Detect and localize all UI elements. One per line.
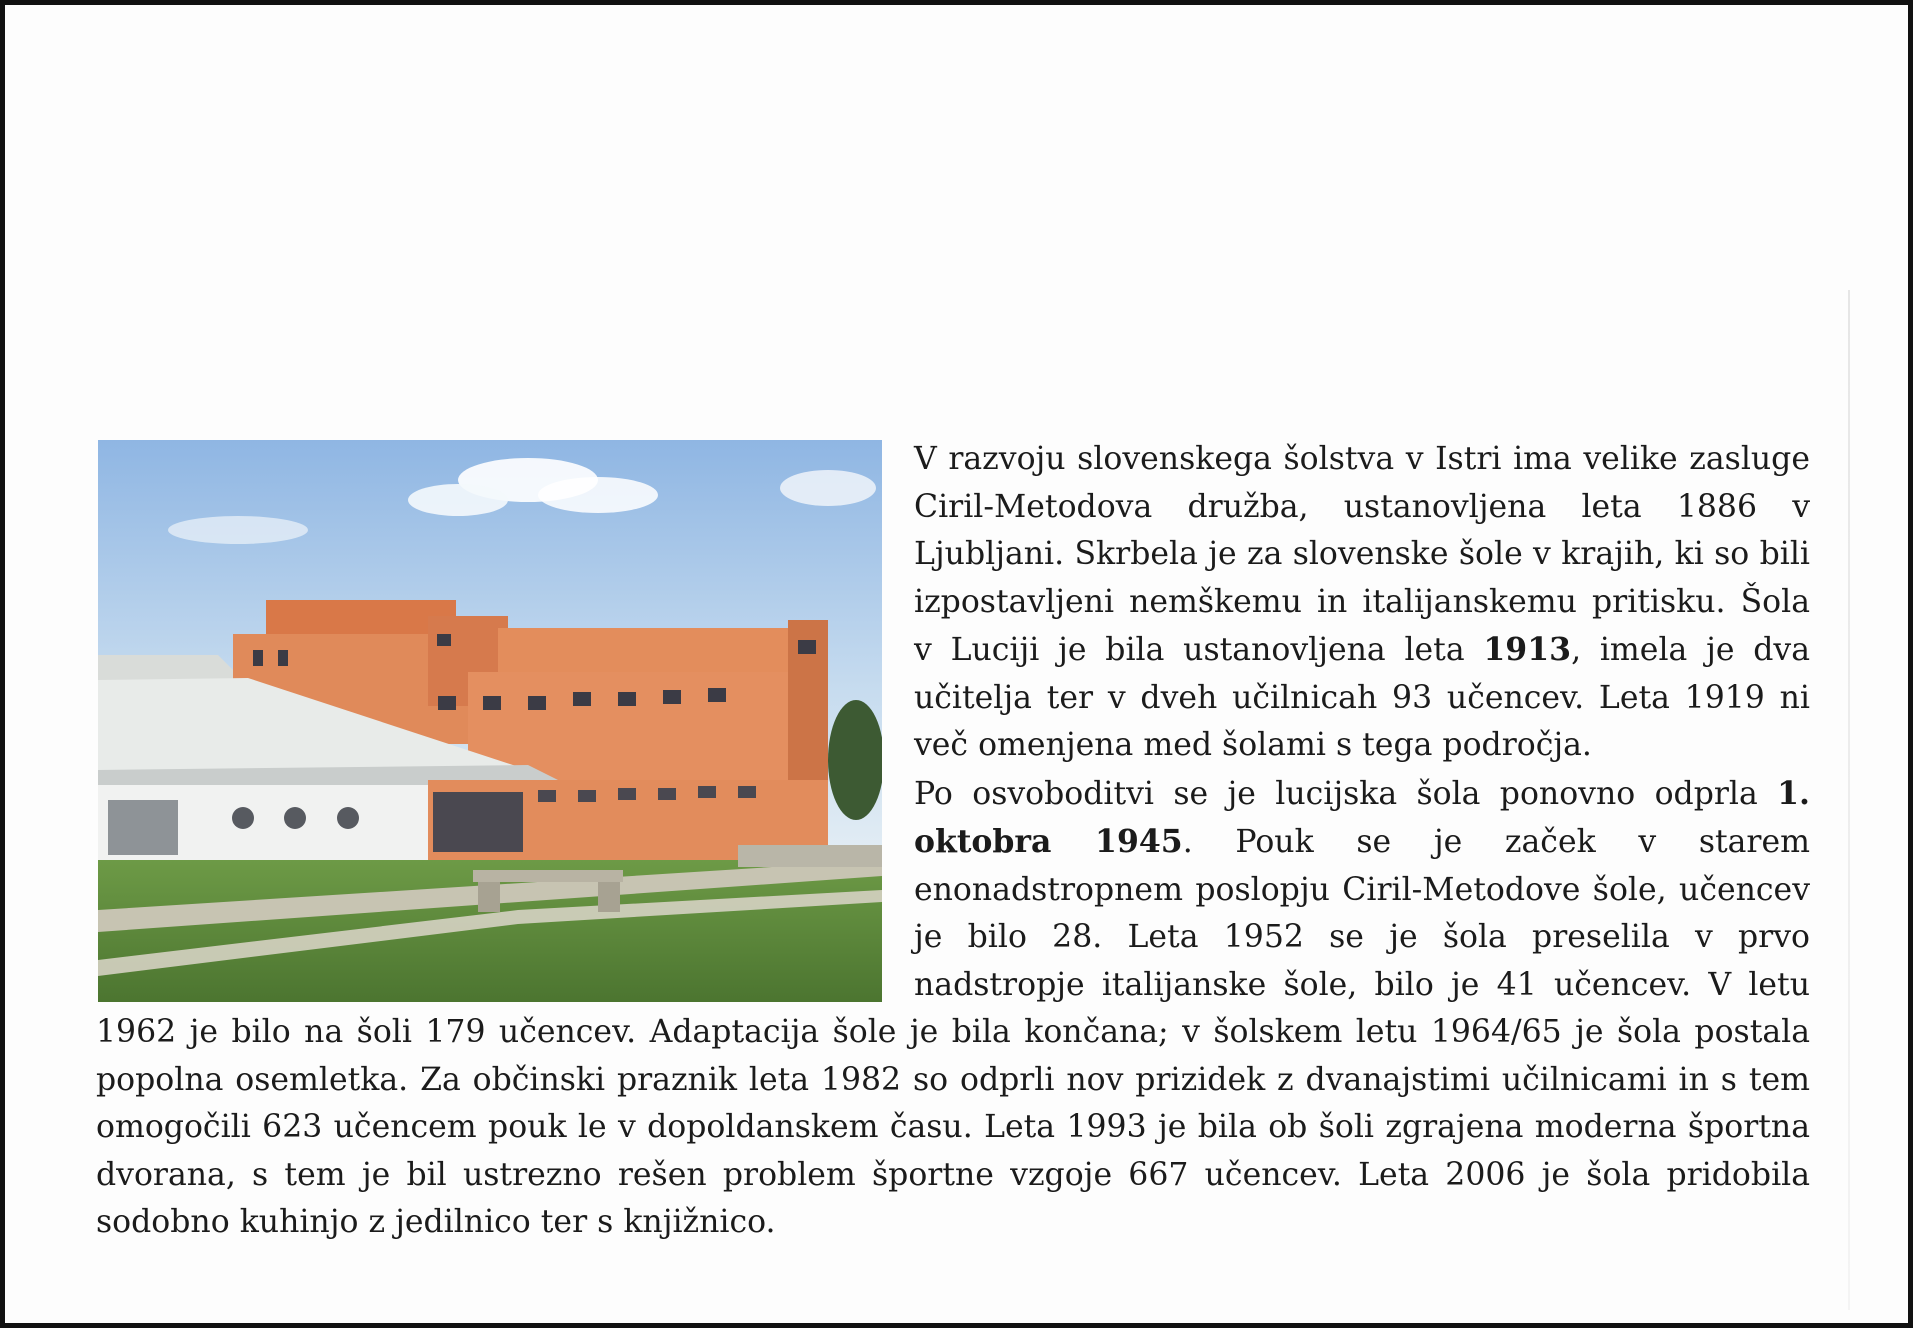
founding-year: 1913 <box>1483 631 1572 668</box>
paragraph-2-text-end: . Pouk se je začek v starem enonadstropnem poslopju Ciril-Metodove šole, učencev je bilo 28. Leta 1952 se je šola preselila v prvo nadstropje italijanske šole, bilo je 41 učencev. V letu 1962 je bilo na šoli 179 učencev. Adaptacija šole je bila končana; v šolskem letu 1964/65 je šola postala popolna osemletka. Za občinski praznik leta 1982 so odprli nov prizidek z dvanajstimi učilnicami in s tem omogočili 623 učencem pouk le v dopoldanskem času. Leta 1993 je bila ob šoli zgrajena moderna športna dvorana, s tem je bil ustrezno rešen problem športne vzgoje 667 učencev. Leta 2006 je šola pridobila sodobno kuhinjo z jedilnico ter s knjižnico. <box>96 824 1810 1240</box>
reopening-date: 1. oktobra 1945 <box>914 774 1810 860</box>
paragraph-2-text-start: Po osvoboditvi se je lucijska šola ponovno odprla <box>914 775 1778 812</box>
paragraph-1-text-start: V razvoju slovenskega šolstva v Istri ima velike zasluge Ciril-Metodova družba, ustanovljena leta 1886 v Ljubljani. Skrbela je za slovenske šole v krajih, ki so bili izpostavljeni nemškemu in italijanskemu pritisku. Šola v Luciji je bila ustanovljena leta <box>914 441 1810 668</box>
article <box>96 436 1810 1247</box>
school-building-photo <box>98 440 882 1002</box>
paragraph-1-text-end: , imela je dva učitelja ter v dveh učilnicah 93 učencev. Leta 1919 ni več omenjena med šolami s tega področja. <box>914 632 1810 763</box>
paper-fold-shadow <box>1848 290 1850 1310</box>
